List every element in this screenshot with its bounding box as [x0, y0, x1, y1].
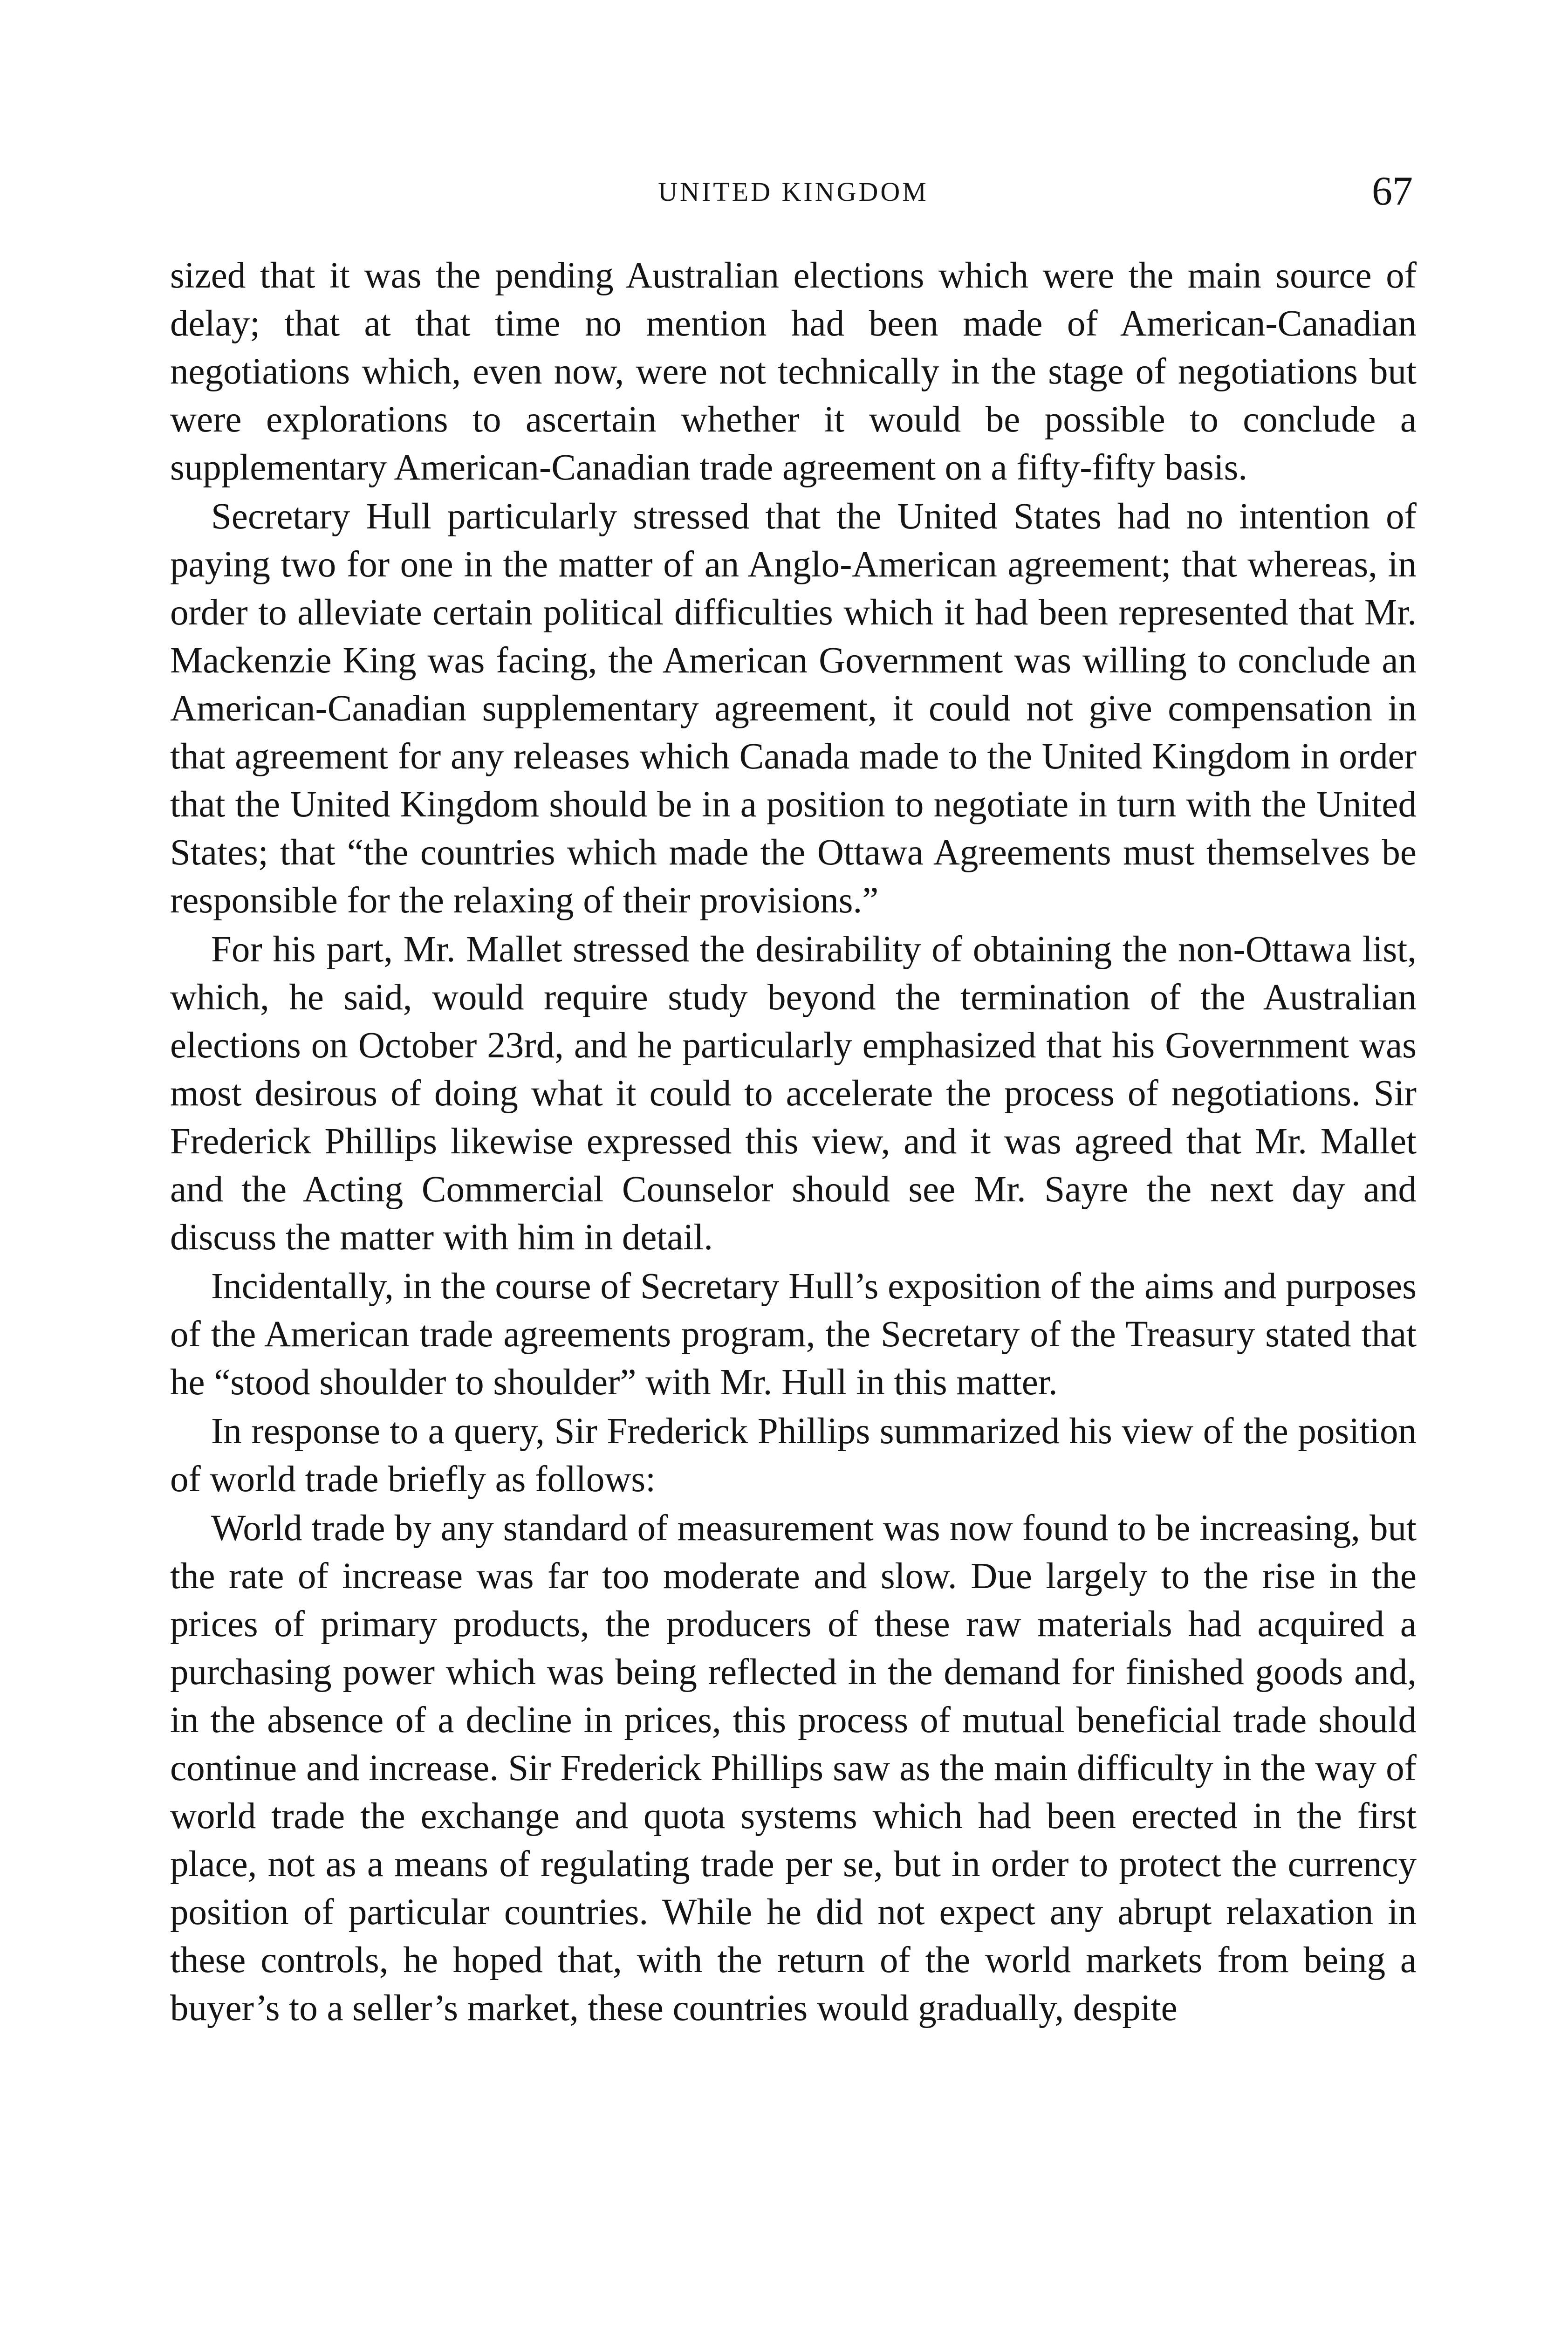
body-text	[170, 252, 1417, 2033]
paragraph-phillips-query: In response to a query, Sir Frederick Phillips summarized his view of the position of world trade briefly as follows:	[170, 1411, 1417, 1500]
running-head	[170, 168, 1417, 219]
paragraph-world-trade: World trade by any standard of measurement was now found to be increasing, but the rate of increase was far too moderate and slow. Due largely to the rise in the prices of primary products, the producers of these raw materials had acquired a purchasing power which was being reflected in the demand for finished goods and, in the absence of a decline in prices, this process of mutual beneficial trade should continue and increase. Sir Frederick Phillips saw as the main difficulty in the way of world trade the exchange and quota systems which had been erected in the first place, not as a means of regulating trade per se, but in order to protect the currency position of particular countries. While he did not expect any abrupt relaxation in these controls, he hoped that, with the return of the world markets from being a buyer’s to a seller’s market, these countries would gradually, despite	[170, 1508, 1417, 2028]
paragraph-treasury-statement: Incidentally, in the course of Secretary Hull’s exposition of the aims and purposes of the American trade agreements program, the Secretary of the Treasury stated that he “stood shoulder to shoulder” with Mr. Hull in this matter.	[170, 1266, 1417, 1403]
running-title: UNITED KINGDOM	[658, 177, 929, 207]
paragraph-hull-stress: Secretary Hull particularly stressed that the United States had no intention of paying two for one in the matter of an Anglo-American agreement; that whereas, in order to alleviate certain political difficulties which it had been represented that Mr. Mackenzie King was facing, the American Government was willing to conclude an American-Canadian supplementary agreement, it could not give compensation in that agreement for any releases which Canada made to the United Kingdom in order that the United Kingdom should be in a position to negotiate in turn with the United States; that “the countries which made the Ottawa Agreements must themselves be responsible for the relaxing of their provisions.”	[170, 496, 1417, 921]
paragraph-mallet-response: For his part, Mr. Mallet stressed the desirability of obtaining the non-Ottawa list, which, he said, would require study beyond the termination of the Australian elections on October 23rd, and he particularly emphasized that his Government was most desirous of doing what it could to accelerate the process of negotiations. Sir Frederick Phillips likewise expressed this view, and it was agreed that Mr. Mallet and the Acting Commercial Counselor should see Mr. Sayre the next day and discuss the matter with him in detail.	[170, 929, 1417, 1258]
page-number: 67	[1372, 169, 1413, 214]
paragraph-continuation: sized that it was the pending Australian elections which were the main source of delay; that at that time no mention had been made of American-Canadian negotiations which, even now, were not technically in the stage of negotiations but were explorations to ascertain whether it would be possible to conclude a supplementary American-Canadian trade agreement on a fifty-fifty basis.	[170, 255, 1417, 488]
